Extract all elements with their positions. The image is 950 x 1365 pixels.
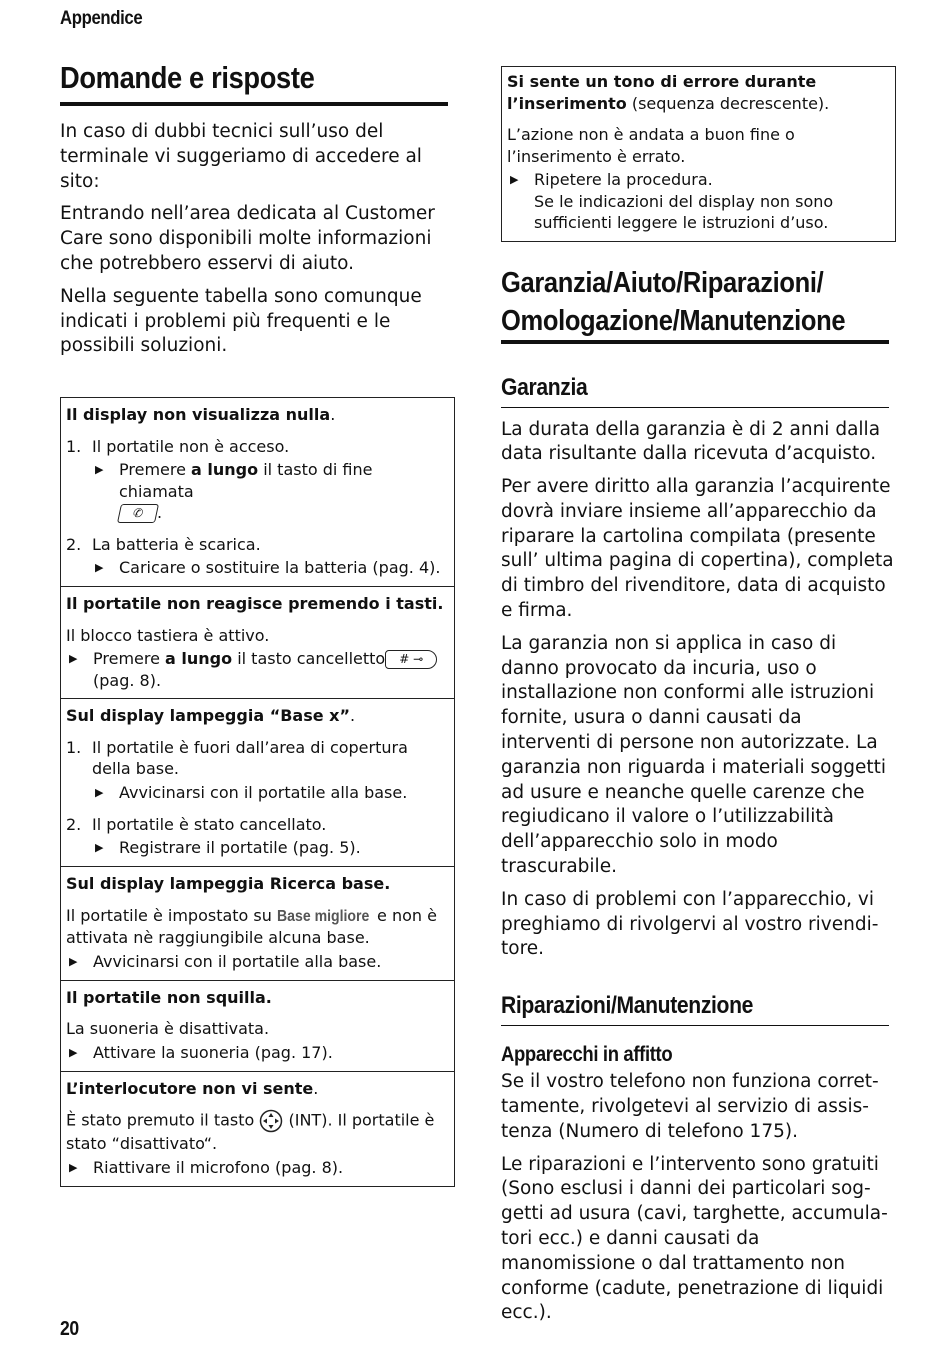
faq-item bbox=[502, 67, 895, 241]
faq-question: Sul display lampeggia “Base x”. bbox=[66, 706, 356, 726]
faq-item bbox=[61, 398, 454, 586]
section-title-rule bbox=[60, 58, 448, 106]
section-title: Domande e risposte bbox=[60, 60, 315, 95]
faq-item bbox=[61, 1071, 454, 1186]
faq-action: ▶ Registrare il portatile (pag. 5). bbox=[92, 837, 449, 859]
faq-cause: Il blocco tastiera è attivo. bbox=[66, 625, 270, 645]
faq-action: ▶ Avvicinarsi con il portatile alla base. bbox=[92, 782, 449, 804]
display-text: Base migliore bbox=[276, 907, 370, 925]
faq-action: ▶ Ripetere la procedura. Se le indicazioni del display non sono sufficienti leggere le istruzioni d’uso. bbox=[507, 169, 890, 234]
main-title-line: Garanzia/Aiuto/Riparazioni/ bbox=[501, 266, 824, 299]
hash-key-icon: # ⊸ bbox=[385, 650, 437, 669]
arrow-right-icon: ▶ bbox=[69, 1045, 78, 1059]
faq-question: L’interlocutore non vi sente. bbox=[66, 1078, 319, 1098]
faq-cause: È stato premuto il tasto (INT). Il portatile è stato “disattivato“. bbox=[66, 1110, 435, 1154]
faq-question: Il portatile non squilla. bbox=[66, 987, 272, 1007]
faq-table-continued bbox=[501, 66, 896, 242]
riparazioni-paragraph: Se il vostro telefono non funziona corret-tamente, rivolgetevi al servizio di assis-tenza (Numero di telefono 175). bbox=[501, 1071, 879, 1142]
garanzia-paragraph: La durata della garanzia è di 2 anni dalla data risultante dalla ricevuta d’acquisto. bbox=[501, 418, 881, 465]
faq-item bbox=[61, 698, 454, 866]
arrow-right-icon: ▶ bbox=[95, 785, 104, 799]
faq-cause: 1. Il portatile non è acceso. bbox=[66, 436, 290, 456]
faq-cause: Il portatile è impostato su Base migliore e non è attivata nè raggiungibile alcuna base. bbox=[66, 905, 437, 948]
garanzia-paragraph: In caso di problemi con l’apparecchio, vi preghiamo di rivolgervi al vostro rivendi-tore. bbox=[501, 888, 879, 960]
arrow-right-icon: ▶ bbox=[95, 463, 104, 477]
arrow-right-icon: ▶ bbox=[95, 841, 104, 855]
faq-action: ▶ Riattivare il microfono (pag. 8). bbox=[66, 1157, 449, 1179]
navigation-key-icon bbox=[259, 1109, 283, 1133]
faq-cause: 2. Il portatile è stato cancellato. bbox=[66, 814, 327, 834]
faq-question: Il display non visualizza nulla. bbox=[66, 405, 336, 425]
faq-question: Sul display lampeggia Ricerca base. bbox=[66, 874, 391, 894]
faq-action: ▶ Avvicinarsi con il portatile alla base. bbox=[66, 951, 449, 973]
arrow-right-icon: ▶ bbox=[95, 561, 104, 575]
page-number: 20 bbox=[60, 1318, 79, 1340]
intro-paragraph: Entrando nell’area dedicata al Customer Care sono disponibili molte informazioni che potrebbero esservi di aiuto. bbox=[60, 203, 435, 274]
faq-item bbox=[61, 586, 454, 698]
main-title-rule bbox=[501, 264, 889, 344]
faq-item bbox=[61, 866, 454, 980]
intro-paragraph: Nella seguente tabella sono comunque indicati i problemi più frequenti e le possibili soluzioni. bbox=[60, 285, 422, 357]
arrow-right-icon: ▶ bbox=[69, 652, 78, 666]
faq-cause: 1. Il portatile è fuori dall’area di copertura della base. bbox=[66, 737, 408, 779]
faq-cause: 2. La batteria è scarica. bbox=[66, 534, 261, 554]
faq-action: ▶ Premere a lungo il tasto di fine chiamata ✆ . bbox=[92, 459, 449, 524]
faq-table bbox=[60, 397, 455, 1187]
right-column bbox=[501, 66, 896, 1334]
garanzia-heading: Garanzia bbox=[501, 373, 588, 401]
faq-action: ▶ Premere a lungo il tasto cancelletto # ⊸ (pag. 8). bbox=[66, 648, 449, 691]
garanzia-paragraph: Per avere diritto alla garanzia l’acquirente dovrà inviare insieme all’apparecchio da riparare la cartolina compilata (presente sull’ ultima pagina di copertina), completa di timbro del rivenditore, data di acquisto e firma. bbox=[501, 476, 894, 622]
end-call-key-icon: ✆ bbox=[117, 504, 159, 523]
faq-action: ▶ Attivare la suoneria (pag. 17). bbox=[66, 1042, 449, 1064]
riparazioni-subheading: Apparecchi in affitto bbox=[501, 1043, 673, 1067]
faq-action: ▶ Caricare o sostituire la batteria (pag. 4). bbox=[92, 557, 449, 579]
main-title-line: Omologazione/Manutenzione bbox=[501, 304, 846, 337]
running-header: Appendice bbox=[60, 8, 143, 29]
garanzia-heading-rule bbox=[501, 372, 889, 408]
riparazioni-heading: Riparazioni/Manutenzione bbox=[501, 992, 754, 1020]
arrow-right-icon: ▶ bbox=[69, 1160, 78, 1174]
faq-cause: La suoneria è disattivata. bbox=[66, 1019, 270, 1039]
faq-cause: L’azione non è andata a buon fine o l’inserimento è errato. bbox=[507, 125, 795, 166]
faq-question: Si sente un tono di errore durante l’inserimento (sequenza decrescente). bbox=[507, 72, 830, 113]
arrow-right-icon: ▶ bbox=[69, 954, 78, 968]
arrow-right-icon: ▶ bbox=[510, 173, 519, 186]
riparazioni-paragraph: Le riparazioni e l’intervento sono gratuiti (Sono esclusi i danni dei particolari sog-getti ad usura (cavi, targhette, accumula-tori ecc.) e danni causati da manomissione o dal trattamento non conforme (cadute, penetrazione di liquidi ecc.). bbox=[501, 1153, 888, 1324]
left-column bbox=[60, 58, 455, 1187]
faq-item bbox=[61, 980, 454, 1071]
faq-question: Il portatile non reagisce premendo i tasti. bbox=[66, 594, 444, 614]
riparazioni-heading-rule bbox=[501, 990, 889, 1026]
intro-paragraph: In caso di dubbi tecnici sull’uso del terminale vi suggeriamo di accedere al sito: bbox=[60, 121, 422, 192]
garanzia-paragraph: La garanzia non si applica in caso di danno provocato da incuria, uso o installazione non conformi alle istruzioni fornite, usura o danni causati da interventi di persone non autorizzate. La garanzia non riguarda i materiali soggetti ad usure e neanche quelle carenze che regiudicano il valore o l’utilizzabilità dell’apparecchio solo in modo trascurabile. bbox=[501, 632, 886, 878]
